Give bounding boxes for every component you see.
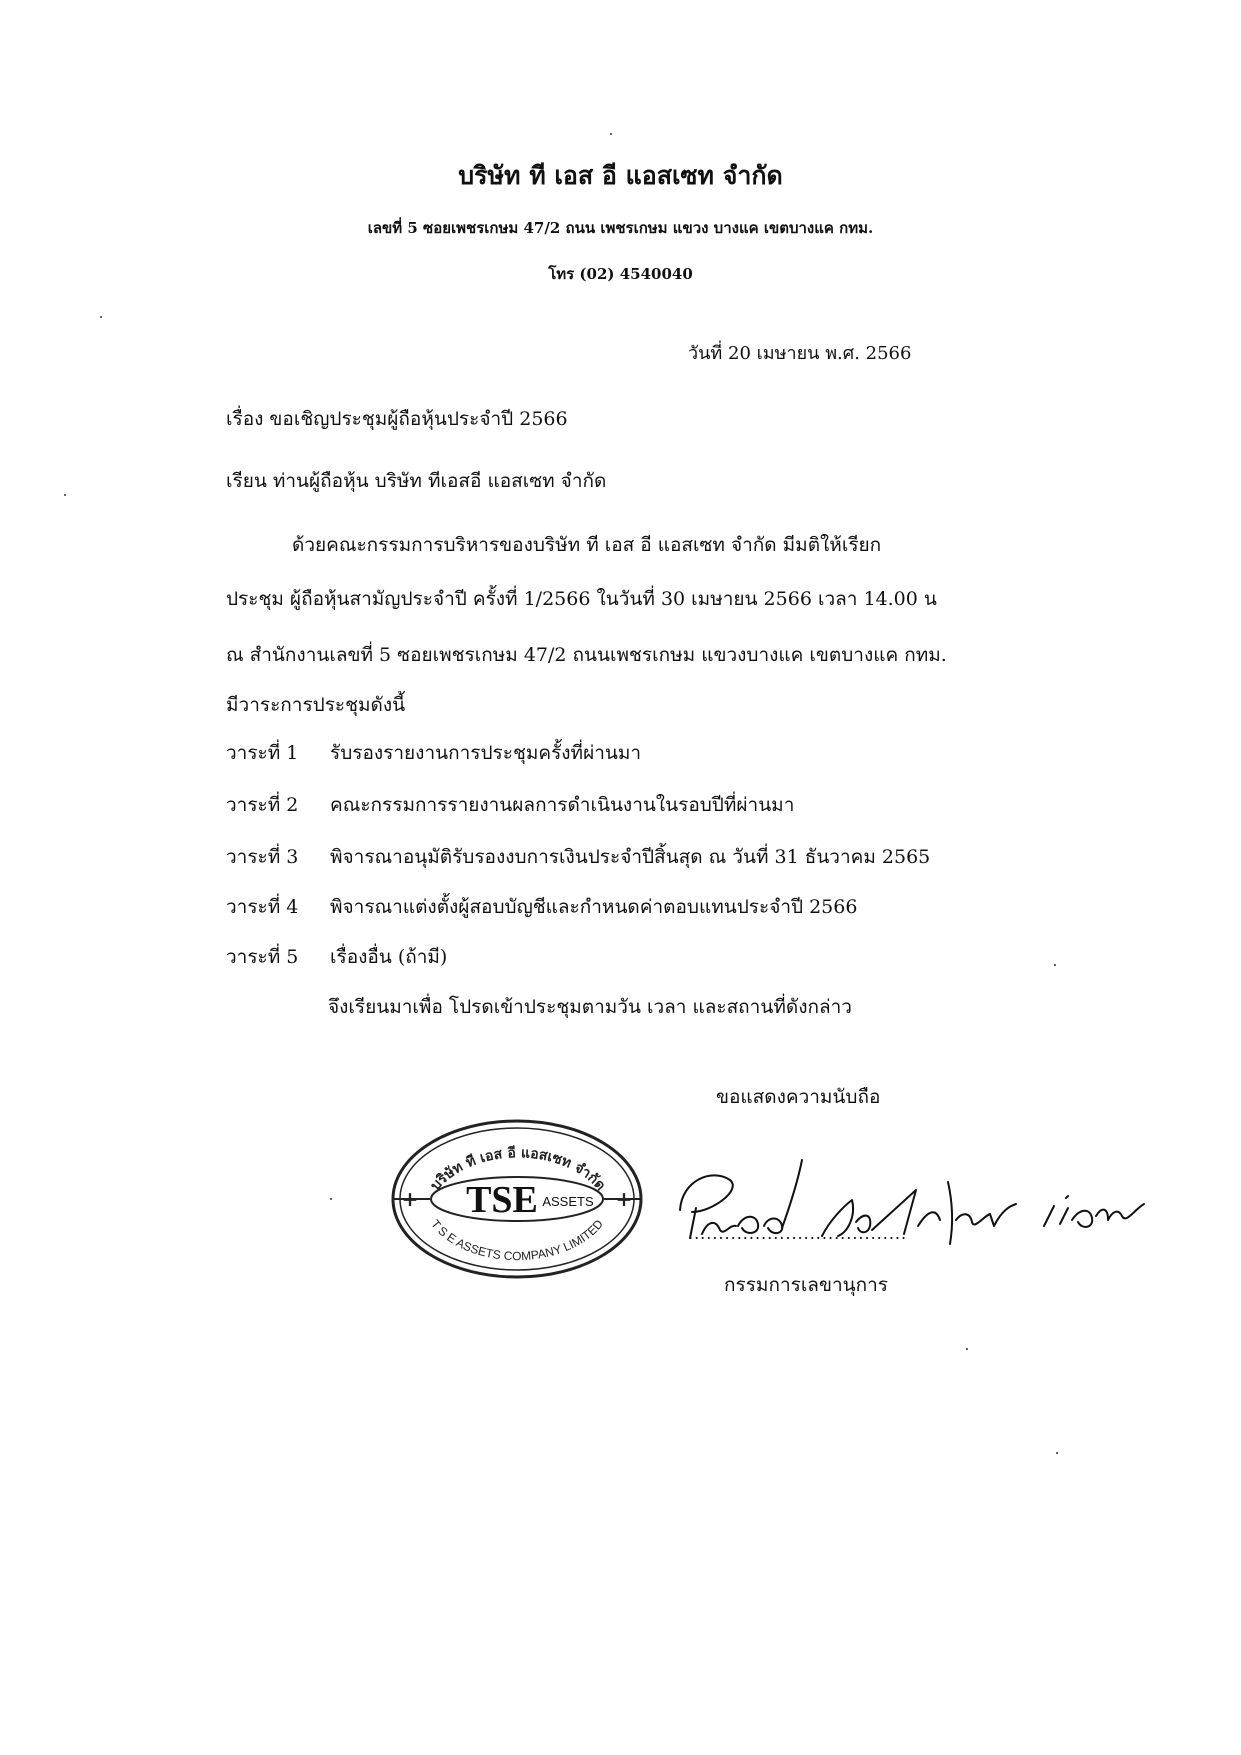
agenda-text: คณะกรรมการรายงานผลการดำเนินงานในรอบปีที่ผ่านมา — [330, 794, 795, 816]
agenda-item — [226, 842, 930, 872]
scan-speck — [100, 316, 102, 318]
letter-recipient: เรียน ท่านผู้ถือหุ้น บริษัท ทีเอสอี แอสเซท จำกัด — [226, 470, 607, 492]
handwritten-signature — [672, 1150, 1162, 1260]
agenda-text: พิจารณาแต่งตั้งผู้สอบบัญชีและกำหนดค่าตอบแทนประจำปี 2566 — [330, 896, 858, 918]
letter-date: วันที่ 20 เมษายน พ.ศ. 2566 — [688, 343, 912, 364]
scan-speck — [610, 133, 612, 135]
body-line-3: ณ สำนักงานเลขที่ 5 ซอยเพชรเกษม 47/2 ถนนเพชรเกษม แขวงบางแค เขตบางแค กทม. — [226, 644, 947, 666]
agenda-item — [226, 942, 447, 972]
signatory-role: กรรมการเลขานุการ — [724, 1274, 888, 1296]
scan-speck — [330, 1198, 332, 1200]
company-phone: โทร (02) 4540040 — [548, 265, 693, 283]
seal-logo-suffix: ASSETS — [542, 1194, 594, 1209]
regards-text: ขอแสดงความนับถือ — [716, 1086, 881, 1108]
body-line-4: มีวาระการประชุมดังนี้ — [226, 694, 406, 716]
agenda-number: วาระที่ 1 — [226, 742, 299, 764]
company-name-heading: บริษัท ที เอส อี แอสเซท จำกัด — [458, 161, 783, 190]
letter-subject: เรื่อง ขอเชิญประชุมผู้ถือหุ้นประจำปี 2566 — [226, 408, 568, 430]
scan-speck — [966, 1348, 968, 1350]
body-line-1: ด้วยคณะกรรมการบริหารของบริษัท ที เอส อี แอสเซท จำกัด มีมติให้เรียก — [292, 534, 882, 556]
scan-speck — [64, 494, 66, 496]
agenda-item — [226, 790, 794, 820]
seal-bottom-text: T S E ASSETS COMPANY LIMITED — [428, 1216, 606, 1264]
agenda-text: รับรองรายงานการประชุมครั้งที่ผ่านมา — [330, 742, 642, 764]
agenda-text: เรื่องอื่น (ถ้ามี) — [330, 946, 448, 968]
agenda-item — [226, 892, 857, 922]
company-seal-stamp — [386, 1116, 648, 1282]
agenda-number: วาระที่ 3 — [226, 846, 299, 868]
agenda-item — [226, 738, 641, 768]
company-address: เลขที่ 5 ซอยเพชรเกษม 47/2 ถนน เพชรเกษม แขวง บางแค เขตบางแค กทม. — [367, 219, 874, 237]
closing-line: จึงเรียนมาเพื่อ โปรดเข้าประชุมตามวัน เวลา และสถานที่ดังกล่าว — [328, 996, 852, 1018]
agenda-number: วาระที่ 5 — [226, 946, 299, 968]
agenda-text: พิจารณาอนุมัติรับรองงบการเงินประจำปีสิ้นสุด ณ วันที่ 31 ธันวาคม 2565 — [330, 846, 931, 868]
signature-line: .................................... — [688, 1224, 908, 1243]
seal-logo-text: TSE — [466, 1179, 538, 1221]
scan-speck — [1054, 964, 1056, 966]
svg-text:+: + — [401, 1187, 419, 1211]
svg-text:+: + — [615, 1187, 633, 1211]
seal-top-text: บริษัท ที เอส อี แอสเซท จำกัด — [427, 1145, 609, 1194]
agenda-number: วาระที่ 2 — [226, 794, 299, 816]
body-line-2: ประชุม ผู้ถือหุ้นสามัญประจำปี ครั้งที่ 1/2566 ในวันที่ 30 เมษายน 2566 เวลา 14.00 น — [226, 588, 937, 610]
scan-speck — [1056, 1452, 1058, 1454]
agenda-number: วาระที่ 4 — [226, 896, 299, 918]
